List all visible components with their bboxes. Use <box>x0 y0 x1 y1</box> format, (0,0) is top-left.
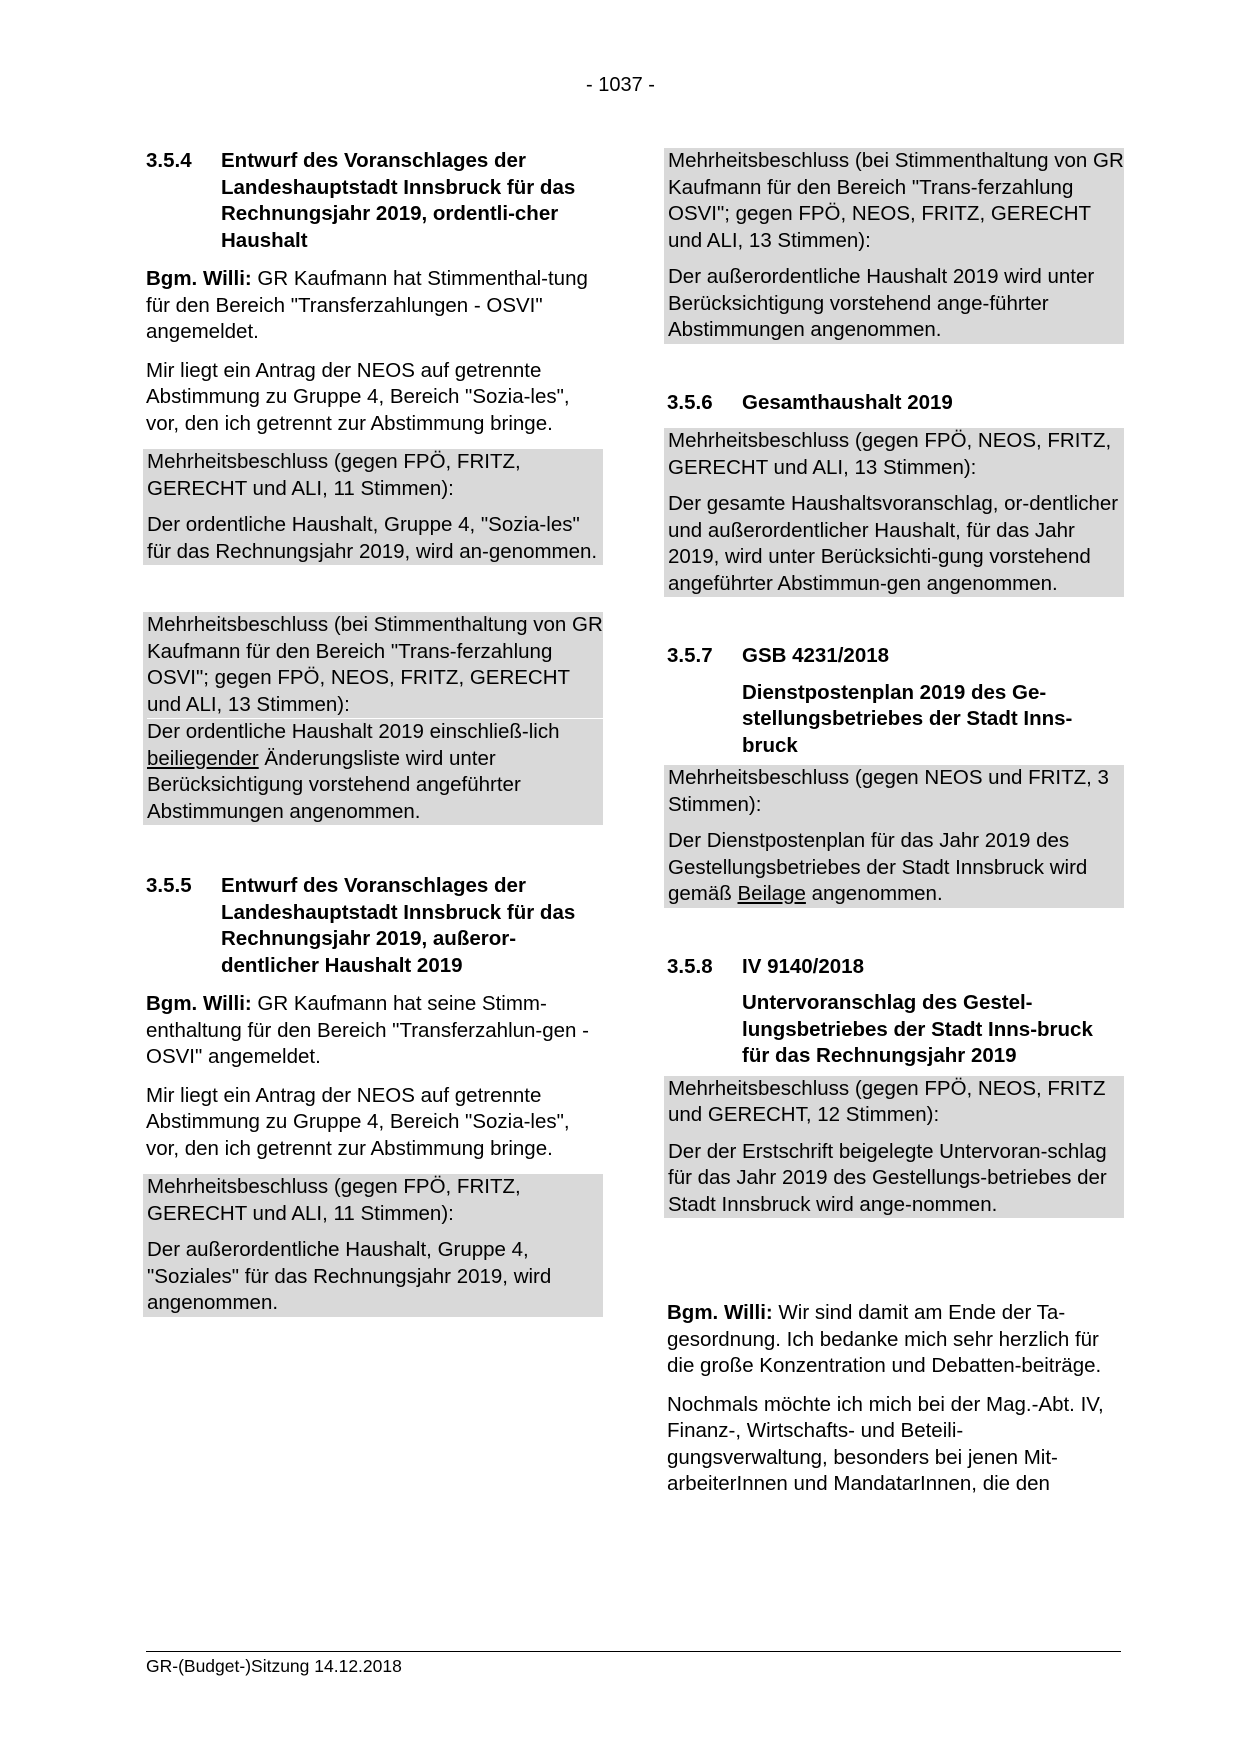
section-number: 3.5.5 <box>146 874 192 897</box>
statement-text: GR Kaufmann hat seine Stimm-enthaltung für den Bereich "Transferzahlun-gen - OSVI" angemeldet. <box>146 992 589 1068</box>
section-subtitle: Dienstpostenplan 2019 des Ge-stellungsbetriebes der Stadt Inns-bruck <box>742 680 1073 757</box>
resolution-result: Der gesamte Haushaltsvoranschlag, or-dentlicher und außerordentlicher Haushalt, für das Jahr 2019, wird unter Berücksichti-gung vorstehend angeführter Abstimmun-gen angenommen. <box>668 492 1119 595</box>
section-number: 3.5.8 <box>667 954 713 978</box>
footer-session-label: GR-(Budget-)Sitzung 14.12.2018 <box>146 1656 402 1676</box>
resolution-box <box>143 1174 603 1317</box>
left-column <box>146 148 603 1317</box>
resolution-result: Der außerordentliche Haushalt 2019 wird unter Berücksichtigung vorstehend ange-führter Abstimmungen angenommen. <box>668 265 1095 341</box>
section-title: Entwurf des Voranschlages der Landeshauptstadt Innsbruck für das Rechnungsjahr 2019, ordentli-cher Haushalt <box>221 149 576 252</box>
resolution-result: Der ordentliche Haushalt 2019 einschließ-lich beiliegender Änderungsliste wird unter Berücksichtigung vorstehend angeführter Abstimmungen angenommen. <box>147 720 560 823</box>
section-title: GSB 4231/2018 <box>742 644 890 667</box>
attachment-link[interactable]: beiliegender <box>147 746 259 770</box>
mayor-motion-paragraph: Mir liegt ein Antrag der NEOS auf getrennte Abstimmung zu Gruppe 4, Bereich "Sozia-les", vor, den ich getrennt zur Abstimmung bringe. <box>146 358 570 435</box>
section-heading-3-5-4 <box>146 148 600 254</box>
resolution-result: Der ordentliche Haushalt, Gruppe 4, "Sozia-les" für das Rechnungsjahr 2019, wird an-genommen. <box>147 513 598 563</box>
mayor-statement <box>146 266 600 346</box>
footer-rule <box>146 1651 1121 1652</box>
section-subtitle: Untervoranschlag des Gestel-lungsbetriebes der Stadt Inns-bruck für das Rechnungsjahr 2019 <box>742 991 1093 1067</box>
resolution-vote: Mehrheitsbeschluss (gegen FPÖ, NEOS, FRITZ und GERECHT, 12 Stimmen): <box>668 1076 1106 1126</box>
statement-text: GR Kaufmann hat Stimmenthal-tung für den Bereich "Transferzahlungen - OSVI" angemeldet. <box>146 267 588 343</box>
section-number: 3.5.6 <box>667 390 713 414</box>
section-number: 3.5.4 <box>146 149 192 172</box>
section-title: IV 9140/2018 <box>742 954 864 978</box>
resolution-box <box>664 428 1124 597</box>
right-column <box>667 148 1124 1510</box>
resolution-result: Der außerordentliche Haushalt, Gruppe 4, "Soziales" für das Rechnungsjahr 2019, wird angenommen. <box>147 1238 552 1314</box>
mayor-closing-paragraph: Nochmals möchte ich mich bei der Mag.-Abt. IV, Finanz-, Wirtschafts- und Beteili-gungsverwaltung, besonders bei jenen Mit-arbeiterInnen und MandatarInnen, die den <box>667 1392 1104 1495</box>
speaker-label: Bgm. Willi: <box>667 1301 773 1324</box>
statement-text: Wir sind damit am Ende der Ta-gesordnung. Ich bedanke mich sehr herzlich für die große Konzentration und Debatten-beiträge. <box>667 1301 1102 1377</box>
section-number: 3.5.7 <box>667 644 713 667</box>
resolution-vote: Mehrheitsbeschluss (bei Stimmenthaltung von GR Kaufmann für den Bereich "Trans-ferzahlung OSVI"; gegen FPÖ, NEOS, FRITZ, GERECHT und ALI, 13 Stimmen): <box>668 149 1124 252</box>
section-heading-3-5-5 <box>146 873 600 979</box>
resolution-vote: Mehrheitsbeschluss (gegen FPÖ, FRITZ, GERECHT und ALI, 11 Stimmen): <box>147 1175 521 1225</box>
mayor-statement <box>146 991 600 1071</box>
resolution-vote: Mehrheitsbeschluss (gegen FPÖ, NEOS, FRITZ, GERECHT und ALI, 13 Stimmen): <box>668 429 1112 479</box>
resolution-result: Der Dienstpostenplan für das Jahr 2019 des Gestellungsbetriebes der Stadt Innsbruck wird gemäß Beilage angenommen. <box>668 829 1088 905</box>
resolution-vote: Mehrheitsbeschluss (bei Stimmenthaltung von GR Kaufmann für den Bereich "Trans-ferzahlung OSVI"; gegen FPÖ, NEOS, FRITZ, GERECHT und ALI, 13 Stimmen): <box>147 612 603 719</box>
section-heading-3-5-8 <box>667 954 1121 981</box>
resolution-box <box>143 612 603 825</box>
page-number: - 1037 - <box>586 74 655 96</box>
resolution-box <box>664 1076 1124 1219</box>
resolution-result: Der der Erstschrift beigelegte Untervoran-schlag für das Jahr 2019 des Gestellungs-betriebes der Stadt Innsbruck wird ange-nommen. <box>668 1139 1107 1216</box>
resolution-box <box>664 148 1124 344</box>
attachment-link[interactable]: Beilage <box>737 882 806 905</box>
resolution-box <box>143 449 603 565</box>
section-title: Entwurf des Voranschlages der Landeshauptstadt Innsbruck für das Rechnungsjahr 2019, außeror-dentlicher Haushalt 2019 <box>221 874 576 977</box>
resolution-box <box>664 765 1124 908</box>
resolution-vote: Mehrheitsbeschluss (gegen FPÖ, FRITZ, GERECHT und ALI, 11 Stimmen): <box>147 450 521 500</box>
section-title: Gesamthaushalt 2019 <box>742 390 953 414</box>
mayor-motion-paragraph: Mir liegt ein Antrag der NEOS auf getrennte Abstimmung zu Gruppe 4, Bereich "Sozia-les", vor, den ich getrennt zur Abstimmung bringe. <box>146 1083 570 1160</box>
mayor-closing-statement <box>667 1300 1121 1380</box>
section-heading-3-5-6 <box>667 390 1121 417</box>
resolution-vote: Mehrheitsbeschluss (gegen NEOS und FRITZ, 3 Stimmen): <box>668 766 1109 816</box>
section-heading-3-5-7 <box>667 643 1121 670</box>
speaker-label: Bgm. Willi: <box>146 267 252 290</box>
speaker-label: Bgm. Willi: <box>146 992 252 1015</box>
